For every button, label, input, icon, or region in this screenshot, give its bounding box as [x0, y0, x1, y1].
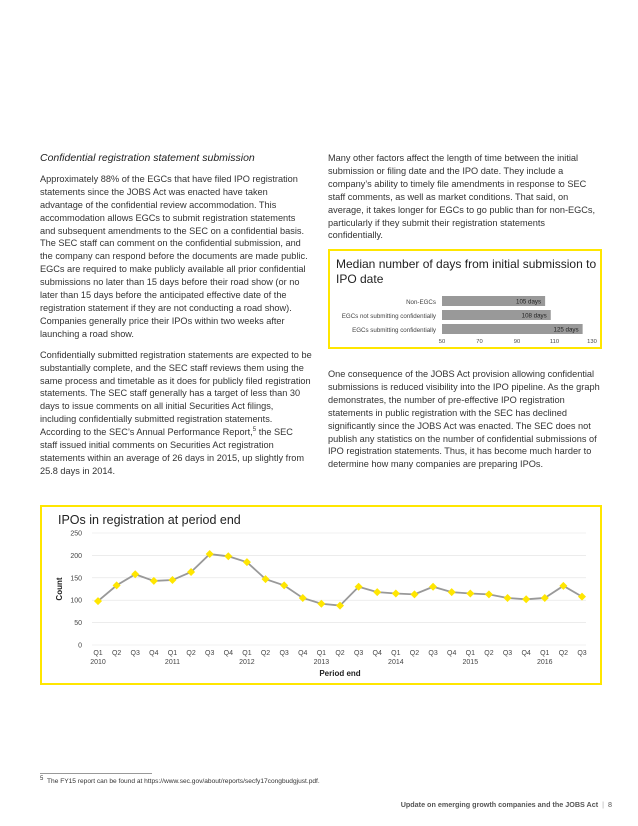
- quarter-label: Q2: [558, 650, 569, 657]
- left-paragraph-1: Approximately 88% of the EGCs that have filed IPO registration statements since the JOBS Act was enacted have taken advantage of the confidential review accommodation. This accommodation allows EGCs to submit registration statements and subsequent amendments to the SEC on a confidential basis. The SEC staff can comment on the confidential submission, and the company can respond before the documents are made public. EGCs are required to make publicly available all prior confidential submissions no later than 15 days before their road show (or no later than 15 days before the anticipated effective date of the registration statement if they are not conducting a road show). Companies generally price their IPOs within two weeks after launching a road show.: [40, 173, 308, 339]
- year-label: 2011: [164, 659, 180, 666]
- data-point: [522, 595, 530, 603]
- data-point: [317, 600, 325, 608]
- page-footer: [401, 800, 612, 809]
- quarter-label: Q4: [372, 650, 382, 657]
- data-point: [224, 552, 232, 560]
- quarter-label: Q1: [316, 650, 327, 657]
- year-label: 2013: [313, 659, 330, 666]
- right-paragraph-1: Many other factors affect the length of time between the initial submission or filing date and the IPO date. They include a company’s ability to timely file amendments in response to SEC staff comments, as well as market conditions. That said, on average, it takes longer for EGCs to go public than for non-EGCs, particularly if they submit their registration statements confidentially.: [328, 153, 596, 241]
- quarter-label: Q1: [540, 650, 550, 657]
- data-point: [131, 570, 139, 578]
- bar-value-label: 125 days: [553, 326, 579, 334]
- data-point: [392, 589, 400, 597]
- quarter-label: Q4: [223, 650, 233, 657]
- y-tick-label: 0: [78, 642, 82, 650]
- footnote-number: 5: [40, 775, 44, 782]
- days-chart-title: Median number of days from initial submission to IPO date: [336, 257, 597, 286]
- left-column: [40, 152, 312, 486]
- data-point: [485, 590, 493, 598]
- data-point: [429, 583, 437, 591]
- quarter-label: Q2: [111, 650, 122, 657]
- year-label: 2015: [462, 659, 479, 666]
- quarter-label: Q1: [465, 650, 475, 657]
- y-tick-label: 200: [70, 552, 82, 560]
- year-label: 2014: [388, 659, 404, 666]
- ipo-chart-title: IPOs in registration at period end: [58, 513, 241, 527]
- quarter-label: Q2: [260, 650, 271, 657]
- footnote-rule: [40, 773, 152, 774]
- left-paragraph-2-text-a: Confidentially submitted registration statements are expected to be substantially complete, and the SEC staff reviews them using the same process and timetable as it does for publicly filed registration statements. The SEC staff generally has a target of less than 30 days to issue comments on all initial Securities Act filings, including confidentially submitted registration statements. According to the SEC’s Annual Performance Report,: [40, 349, 312, 438]
- data-point: [150, 577, 158, 585]
- right-column-lower: [328, 368, 600, 479]
- year-label: 2010: [90, 659, 106, 666]
- y-tick-label: 250: [70, 530, 82, 538]
- page-number: 8: [608, 800, 612, 809]
- y-axis-label: Count: [55, 577, 64, 601]
- x-tick-label: 50: [438, 339, 446, 345]
- left-paragraph-2-text-b: the SEC staff issued initial comments on Securities Act registration statements within an average of 26 days in 2015, up slightly from 25.8 days in 2014.: [40, 427, 305, 476]
- y-tick-label: 100: [70, 597, 82, 605]
- quarter-label: Q3: [130, 650, 140, 657]
- quarter-label: Q2: [409, 650, 420, 657]
- x-tick-label: 90: [513, 339, 521, 345]
- quarter-label: Q4: [298, 650, 308, 657]
- year-label: 2016: [536, 659, 553, 666]
- quarter-label: Q3: [577, 650, 587, 657]
- x-tick-label: 70: [476, 339, 483, 345]
- quarter-label: Q1: [167, 650, 178, 657]
- quarter-label: Q1: [93, 650, 103, 657]
- quarter-label: Q3: [205, 650, 215, 657]
- footnote: [40, 775, 320, 785]
- quarter-label: Q3: [279, 650, 289, 657]
- quarter-label: Q4: [149, 650, 159, 657]
- bar-category-label: EGCs not submitting confidentially: [341, 313, 436, 320]
- bar-category-label: EGCs submitting confidentially: [352, 327, 436, 334]
- quarter-label: Q1: [391, 650, 401, 657]
- data-point: [578, 593, 586, 601]
- data-point: [168, 576, 176, 584]
- days-bar-chart: [330, 251, 600, 347]
- x-axis-label: Period end: [319, 669, 361, 678]
- quarter-label: Q1: [242, 650, 252, 657]
- bar-category-label: Non-EGCs: [406, 299, 436, 306]
- quarter-label: Q4: [521, 650, 531, 657]
- quarter-label: Q2: [335, 650, 345, 657]
- data-point: [448, 588, 456, 596]
- quarter-label: Q3: [502, 650, 513, 657]
- footnote-ref: 5: [252, 427, 257, 434]
- quarter-label: Q2: [484, 650, 494, 657]
- y-tick-label: 150: [70, 575, 82, 583]
- footnote-text: The FY15 report can be found at https://www.sec.gov/about/reports/secfy17congbudgjust.pdf.: [47, 778, 320, 785]
- section-heading: Confidential registration statement submission: [40, 152, 255, 164]
- data-point: [466, 589, 474, 597]
- left-paragraph-2: [40, 349, 312, 478]
- x-tick-label: 130: [587, 339, 597, 345]
- x-tick-label: 110: [549, 339, 560, 345]
- ipo-line-chart: [42, 507, 600, 683]
- quarter-label: Q3: [353, 650, 364, 657]
- days-chart-box: [328, 249, 602, 349]
- bar-value-label: 108 days: [521, 312, 547, 320]
- data-point: [373, 588, 381, 596]
- bar-value-label: 105 days: [516, 298, 542, 306]
- ipo-registration-chart-box: [40, 505, 602, 685]
- year-label: 2012: [239, 659, 255, 666]
- quarter-label: Q3: [428, 650, 438, 657]
- data-point: [504, 594, 512, 602]
- footer-text: Update on emerging growth companies and the JOBS Act: [400, 800, 599, 809]
- data-point: [410, 590, 418, 598]
- right-column: [328, 152, 600, 250]
- quarter-label: Q4: [447, 650, 457, 657]
- quarter-label: Q2: [186, 650, 196, 657]
- right-paragraph-2: One consequence of the JOBS Act provision allowing confidential submissions is reduced visibility into the IPO pipeline. As the graph demonstrates, the number of pre-effective IPO registration statements in public registration with the SEC has declined significantly since the JOBS Act was enacted. The SEC does not publish any statistics on the number of confidential submissions of IPO registration statements. Thus, it has become much harder to determine how many companies are preparing IPOs.: [328, 369, 600, 470]
- y-tick-label: 50: [74, 620, 82, 628]
- footer-separator: |: [602, 800, 604, 809]
